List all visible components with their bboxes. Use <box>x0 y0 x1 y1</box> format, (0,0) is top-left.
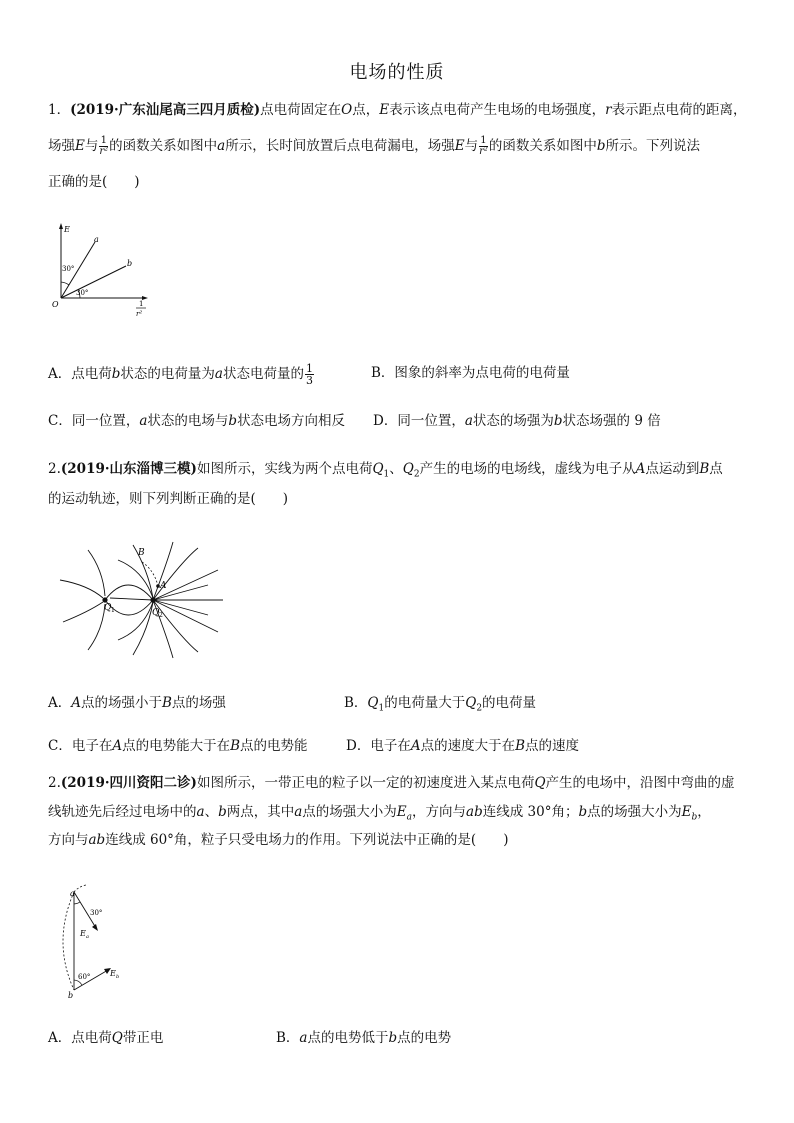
option-text: 点的场强 <box>171 695 226 711</box>
var: B <box>230 738 241 754</box>
q1-var-a: a <box>217 138 226 154</box>
q1-text: 的函数关系如图中 <box>488 138 597 154</box>
q1-option-d[interactable] <box>373 411 661 431</box>
q1-text: 与 <box>464 138 479 154</box>
q3-option-a[interactable] <box>48 1028 163 1048</box>
field-line <box>153 600 198 652</box>
option-text: B． <box>344 695 368 711</box>
q1-var-E: E <box>454 138 465 154</box>
var: a <box>464 413 473 429</box>
fig2-label-A: A <box>160 581 167 591</box>
sub: 1 <box>383 469 390 480</box>
q1-line3: 正确的是( ) <box>48 174 140 190</box>
field-line <box>63 602 103 622</box>
q1-option-b[interactable]: B．图象的斜率为点电荷的电荷量 <box>371 365 570 381</box>
q1-number: 1． <box>48 102 71 118</box>
var: Q <box>402 461 414 477</box>
option-text: 点的速度大于在 <box>420 738 516 754</box>
q1-var-E: E <box>75 138 85 154</box>
var: a <box>214 366 223 382</box>
q2-text: 产生的电场的电场线，虚线为电子从 <box>419 461 636 477</box>
fig1-label-E: E <box>64 225 70 234</box>
q1-text: 场强 <box>48 138 75 154</box>
var: b <box>218 804 227 820</box>
field-line <box>88 550 105 596</box>
var: B <box>162 695 172 711</box>
q3-source: (2019·四川资阳二诊) <box>60 775 197 791</box>
option-text: 点的场强小于 <box>81 695 162 711</box>
fig3-sub-b: b <box>116 974 120 980</box>
trajectory <box>63 892 74 990</box>
sub: 2 <box>413 469 420 480</box>
var: Q <box>534 775 546 791</box>
var: Q <box>111 1030 123 1046</box>
frac-den: r² <box>99 146 109 157</box>
q3-text: 两点，其中 <box>226 804 295 820</box>
q1-text: 所示。下列说法 <box>605 138 701 154</box>
fig1-label-b: b <box>127 259 133 268</box>
var: A <box>112 738 123 754</box>
fig3-angle-30: 30° <box>90 909 103 917</box>
sub: 2 <box>476 703 483 714</box>
field-line <box>110 598 153 600</box>
frac-num: 1 <box>480 135 487 146</box>
q1-var-E: E <box>379 102 390 118</box>
fraction <box>479 136 488 157</box>
q2-option-a[interactable] <box>48 693 226 713</box>
q1-text: 表示距点电荷的距离， <box>611 102 747 118</box>
q3-line1 <box>48 773 768 793</box>
option-text: 状态电场方向相反 <box>237 413 346 429</box>
fig2-label-Q1: Q <box>104 603 112 613</box>
option-text: 状态的电荷量为 <box>120 366 215 382</box>
trajectory-tail <box>74 885 86 892</box>
option-text: C．电子在 <box>48 738 113 754</box>
fig3-sub-a: a <box>86 934 89 940</box>
q3-text: ，方向与 <box>412 804 467 820</box>
fraction <box>305 363 314 386</box>
q1-source: (2019·广东汕尾高三四月质检) <box>70 102 261 118</box>
q2-option-d[interactable] <box>346 736 579 756</box>
var: ab <box>88 832 106 848</box>
fig3-label-a: a <box>70 889 75 898</box>
field-line <box>118 560 153 598</box>
q2-text: 、 <box>389 461 403 477</box>
fig2-label-Q2: Q <box>152 608 160 618</box>
q1-text: 表示该点电荷产生电场的电场强度， <box>389 102 606 118</box>
field-line <box>118 602 153 640</box>
q3-text: 线轨迹先后经过电场中的 <box>48 804 197 820</box>
q3-number: 2. <box>48 775 61 791</box>
frac-num: 1 <box>100 135 107 146</box>
var: Q <box>367 695 379 711</box>
var: b <box>553 413 563 429</box>
var: Q <box>465 695 477 711</box>
frac-num: 1 <box>305 362 313 375</box>
q1-var-b: b <box>596 138 606 154</box>
q1-text: 与 <box>84 138 99 154</box>
fig3-label-Ea: E <box>80 929 86 938</box>
option-text: B． <box>276 1030 300 1046</box>
sub: b <box>691 812 698 823</box>
var: a <box>299 1030 308 1046</box>
electron-trajectory <box>142 562 158 586</box>
option-text: C．同一位置， <box>48 413 140 429</box>
var: a <box>294 804 303 820</box>
q2-line1 <box>48 459 768 485</box>
option-text: 的电荷量大于 <box>384 695 466 711</box>
fig2-sub-1: 1 <box>111 607 115 614</box>
var: A <box>635 461 646 477</box>
q3-line2 <box>48 802 768 828</box>
var: b <box>228 413 238 429</box>
q3-text: 点的场强大小为 <box>302 804 397 820</box>
var: B <box>515 738 525 754</box>
q2-line2: 的运动轨迹，则下列判断正确的是( ) <box>48 491 289 507</box>
q2-text: 如图所示，实线为两个点电荷 <box>196 461 373 477</box>
q2-source: (2019·山东淄博三模) <box>60 461 197 477</box>
option-text: 状态场强的 9 倍 <box>562 413 661 429</box>
angle-arc-30 <box>74 902 80 904</box>
var: a <box>196 804 205 820</box>
fig1-xlabel-den: r² <box>136 310 143 318</box>
q3-figure <box>58 882 138 1002</box>
q1-text: 点， <box>352 102 380 118</box>
fraction <box>99 136 108 157</box>
field-line <box>88 604 105 650</box>
var: a <box>139 413 148 429</box>
var: A <box>410 738 421 754</box>
q3-option-b[interactable] <box>276 1028 451 1048</box>
option-text: 的电荷量 <box>482 695 537 711</box>
var: B <box>699 461 710 477</box>
q2-option-c[interactable] <box>48 736 308 756</box>
fig2-sub-2: 2 <box>159 612 163 619</box>
var: Q <box>372 461 384 477</box>
var: b <box>578 804 588 820</box>
var: b <box>388 1030 398 1046</box>
fig1-angle-1: 30° <box>62 265 75 273</box>
var: ab <box>466 804 483 820</box>
q1-charge-dot <box>102 597 107 602</box>
q2-text: 点运动到 <box>645 461 700 477</box>
option-text: 状态的场强为 <box>472 413 554 429</box>
option-text: D．电子在 <box>346 738 411 754</box>
option-text: A．点电荷 <box>48 366 112 382</box>
q1-text: 的函数关系如图中 <box>109 138 218 154</box>
page-title: 电场的性质 <box>349 62 445 83</box>
fig3-angle-60: 60° <box>78 973 91 981</box>
field-line <box>153 542 173 600</box>
field-line <box>60 580 103 598</box>
fig1-label-a: a <box>94 235 99 244</box>
frac-den: r² <box>479 146 488 157</box>
field-line <box>153 548 198 600</box>
option-text: 带正电 <box>122 1030 164 1046</box>
option-text: 状态电荷量的 <box>222 366 304 382</box>
q1-option-a[interactable] <box>48 363 315 386</box>
var: b <box>111 366 121 382</box>
option-text: 点的电势能大于在 <box>122 738 231 754</box>
q3-text: 方向与 <box>48 832 89 848</box>
option-text: A．点电荷 <box>48 1030 112 1046</box>
q3-text: 产生的电场中，沿图中弯曲的虚 <box>545 775 735 791</box>
fig3-label-b: b <box>68 991 74 1000</box>
q3-text: 连线成 60°角，粒子只受电场力的作用。下列说法中正确的是( ) <box>105 832 509 848</box>
q3-text: ， <box>697 804 711 820</box>
field-lines <box>60 542 223 658</box>
e-axis-arrow-icon <box>59 223 63 229</box>
q2-text: 点 <box>709 461 723 477</box>
q1-line2 <box>48 136 768 157</box>
fig2-label-B: B <box>138 548 145 558</box>
q3-text: 点的场强大小为 <box>587 804 682 820</box>
var: E <box>396 804 407 820</box>
option-text: A． <box>48 695 72 711</box>
q1-line1 <box>48 100 768 120</box>
q1-var-r: r <box>605 102 612 118</box>
q3-text: 、 <box>204 804 219 820</box>
q2-option-b[interactable] <box>344 693 536 719</box>
var: E <box>681 804 692 820</box>
q3-text: 连线成 30°角； <box>482 804 579 820</box>
option-text: 状态的电场与 <box>147 413 229 429</box>
sub: 1 <box>378 703 385 714</box>
angle-arc-1 <box>61 282 69 285</box>
frac-den: 3 <box>305 374 313 387</box>
fig1-xlabel-num: 1 <box>139 300 144 308</box>
q1-text: 所示，长时间放置后点电荷漏电，场强 <box>225 138 455 154</box>
option-text: 点的电势 <box>397 1030 452 1046</box>
option-text: D．同一位置， <box>373 413 465 429</box>
q1-var-O: O <box>341 102 353 118</box>
option-text: 点的速度 <box>525 738 579 754</box>
q1-option-c[interactable] <box>48 411 345 431</box>
fig1-label-O: O <box>52 300 59 309</box>
var: A <box>71 695 81 711</box>
q1-figure <box>50 220 160 325</box>
option-text: 点的电势低于 <box>307 1030 389 1046</box>
sub: a <box>406 812 413 823</box>
q3-text: 如图所示，一带正电的粒子以一定的初速度进入某点电荷 <box>196 775 535 791</box>
fig1-angle-2: 30° <box>76 289 89 297</box>
option-text: 点的电势能 <box>240 738 308 754</box>
q1-text: 点电荷固定在 <box>260 102 342 118</box>
q2-charge-dot <box>150 597 155 602</box>
ea-arrow-icon <box>92 924 98 931</box>
q2-figure <box>58 540 228 660</box>
fig3-label-Eb: E <box>110 969 116 978</box>
q2-number: 2. <box>48 461 61 477</box>
q3-line3 <box>48 830 768 850</box>
